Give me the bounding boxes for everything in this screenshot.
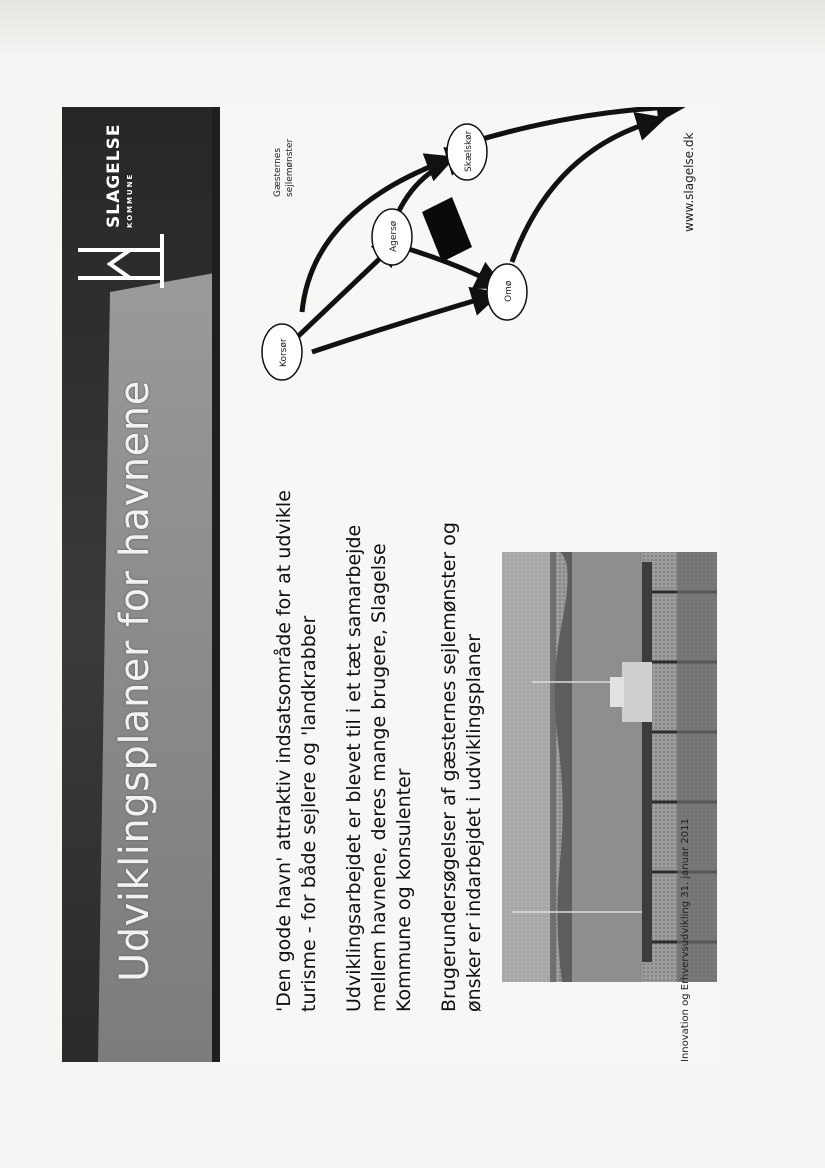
node-skaelskor-label: Skælskør bbox=[464, 130, 474, 172]
arrow-omo-out bbox=[512, 122, 652, 262]
sailing-pattern-graphic bbox=[252, 107, 702, 412]
sailing-pattern-diagram bbox=[252, 107, 702, 412]
rotated-slide bbox=[62, 107, 717, 1062]
node-omo-label: Omø bbox=[504, 280, 514, 302]
node-agerso-label: Agersø bbox=[389, 220, 399, 252]
slide-title: Udviklingsplaner for havnene bbox=[112, 380, 158, 982]
title-band bbox=[62, 107, 220, 1062]
bullet-surveys: Brugerundersøgelser af gæsternes sejlemønster og ønsker er indarbejdet i udviklingsplaner bbox=[438, 522, 485, 1012]
arrow-korsor-omo bbox=[312, 297, 487, 352]
large-arrow-block bbox=[422, 197, 472, 262]
logo-subtitle: KOMMUNE bbox=[126, 172, 134, 228]
scan-edge-shade bbox=[0, 0, 825, 60]
diagram-title-line-2: sejlemønster bbox=[285, 138, 295, 197]
diagram-title-line-1: Gæsternes bbox=[273, 147, 283, 197]
bullet-tourism: 'Den gode havn' attraktiv indsatsområde for at udvikle turisme - for både sejlere og 'landkrabber bbox=[273, 490, 320, 1012]
slagelse-logo bbox=[70, 122, 190, 292]
logo-name: SLAGELSE bbox=[104, 123, 124, 228]
slide-footer: Innovation og Erhvervsudvikling 31. januar 2011 bbox=[680, 818, 691, 1062]
bullet-collaboration: Udviklingsarbejdet er blevet til i et tæt samarbejde mellem havnene, deres mange brugere, Slagelse Kommune og konsulenter bbox=[343, 524, 415, 1012]
harbour-crane-logo-icon bbox=[70, 232, 180, 292]
bullet-list bbox=[272, 472, 507, 1012]
node-korsor-label: Korsør bbox=[279, 338, 289, 367]
slide-url: www.slagelse.dk bbox=[682, 132, 696, 232]
